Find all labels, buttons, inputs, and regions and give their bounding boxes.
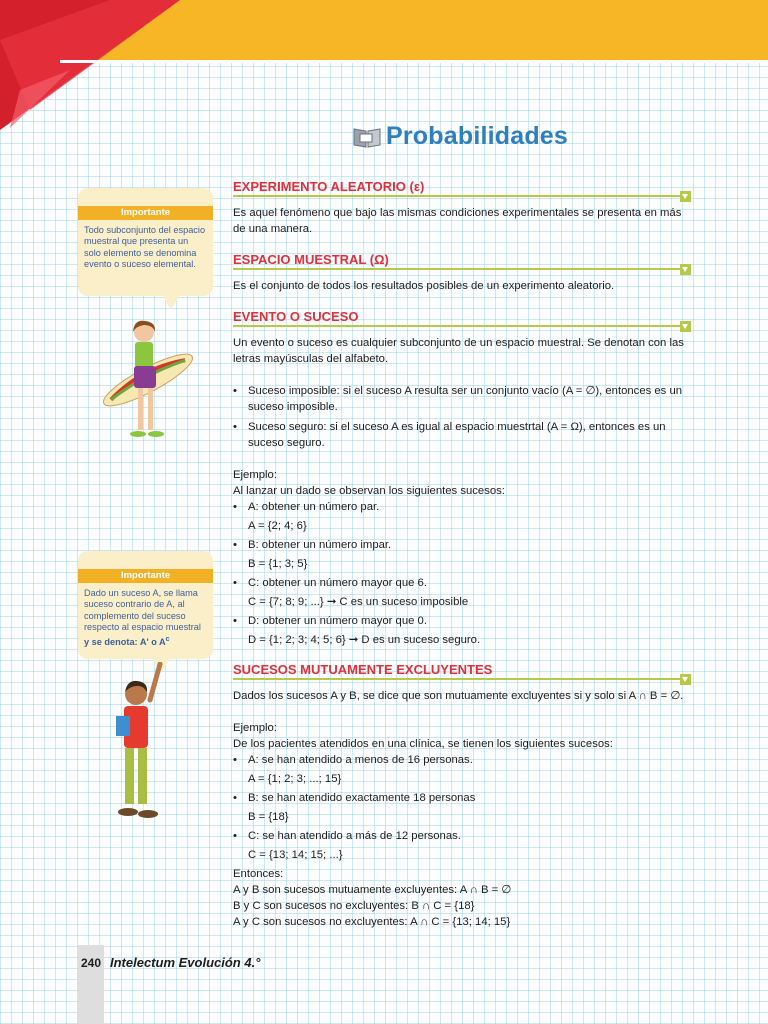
section-text: Un evento o suceso es cualquier subconjunto de un espacio muestral. Se denotan con las letras mayúsculas del alfabeto. bbox=[233, 337, 684, 365]
section-header-espacio bbox=[233, 250, 691, 272]
page-title-text: Probabilidades bbox=[386, 122, 569, 150]
section-title: EXPERIMENTO ALEATORIO (ε) bbox=[233, 179, 425, 194]
section-header-evento bbox=[233, 307, 691, 329]
list-item: • D: obtener un número mayor que 0. bbox=[233, 615, 427, 627]
section-text: Es el conjunto de todos los resultados posibles de un experimento aleatorio. bbox=[233, 280, 615, 292]
main-content bbox=[233, 175, 691, 930]
set-value: B = {18} bbox=[248, 811, 289, 823]
boy-pointing-illustration bbox=[110, 662, 182, 830]
set-value: D = {1; 2; 3; 4; 5; 6} ➞ D es un suceso seguro. bbox=[248, 634, 481, 646]
header-underline bbox=[60, 60, 768, 63]
chevron-down-icon bbox=[680, 321, 691, 332]
example-intro: Al lanzar un dado se observan los siguientes sucesos: bbox=[233, 485, 505, 497]
bullet-text: Suceso imposible: si el suceso A resulta ser un conjunto vacío (A = ∅), entonces es un suceso imposible. bbox=[248, 385, 683, 413]
conclusion-line: A y C son sucesos no excluyentes: A ∩ C = {13; 14; 15} bbox=[233, 916, 511, 928]
list-item: • A: obtener un número par. bbox=[233, 501, 380, 513]
list-item: • B: obtener un número impar. bbox=[233, 539, 392, 551]
set-value: A = {2; 4; 6} bbox=[248, 520, 307, 532]
list-item: • C: obtener un número mayor que 6. bbox=[233, 577, 427, 589]
chevron-down-icon bbox=[680, 674, 691, 685]
bullet-text: Suceso seguro: si el suceso A es igual al espacio muestrtal (A = Ω), entonces es un suceso seguro. bbox=[248, 421, 666, 449]
note-text-bold: y se denota: A' o $A^c$ bbox=[84, 635, 170, 647]
note-text bbox=[78, 583, 213, 659]
list-item: • B: se han atendido exactamente 18 personas bbox=[233, 792, 476, 804]
section-header-mutuamente bbox=[233, 660, 691, 682]
example-label: Ejemplo: bbox=[233, 469, 277, 481]
book-title: Intelectum Evolución 4.° bbox=[110, 955, 261, 970]
example-intro: De los pacientes atendidos en una clínica, se tienen los siguientes sucesos: bbox=[233, 738, 613, 750]
example-label: Ejemplo: bbox=[233, 722, 277, 734]
list-item: • Suceso seguro: si el suceso A es igual al espacio muestrtal (A = Ω), entonces es un suceso seguro. bbox=[233, 419, 691, 451]
chevron-down-icon bbox=[680, 264, 691, 275]
note-text-main: Dado un suceso A, se llama suceso contrario de A, al complemento del suceso respecto al espacio muestral bbox=[84, 587, 201, 632]
section-rule bbox=[233, 325, 681, 327]
important-note-2 bbox=[78, 551, 213, 659]
conclusion-line: B y C son sucesos no excluyentes: B ∩ C = {18} bbox=[233, 900, 475, 912]
red-corner-decoration bbox=[0, 0, 180, 130]
set-value: C = {7; 8; 9; ...} ➞ C es un suceso imposible bbox=[248, 596, 469, 608]
set-value: B = {1; 3; 5} bbox=[248, 558, 308, 570]
chevron-down-icon bbox=[680, 191, 691, 202]
section-title: SUCESOS MUTUAMENTE EXCLUYENTES bbox=[233, 662, 493, 677]
page-number: 240 bbox=[80, 955, 102, 970]
list-item: • Suceso imposible: si el suceso A resulta ser un conjunto vacío (A = ∅), entonces es un suceso imposible. bbox=[233, 383, 691, 415]
set-value: C = {13; 14; 15; ...} bbox=[248, 849, 343, 861]
important-note-1 bbox=[78, 188, 213, 296]
conclusion-label: Entonces: bbox=[233, 868, 284, 880]
section-title: EVENTO O SUCESO bbox=[233, 309, 359, 324]
section-title: ESPACIO MUESTRAL (Ω) bbox=[233, 252, 389, 267]
conclusion-line: A y B son sucesos mutuamente excluyentes: A ∩ B = ∅ bbox=[233, 884, 512, 896]
complement-superscript: c bbox=[165, 635, 170, 643]
set-value: A = {1; 2; 3; ...; 15} bbox=[248, 773, 342, 785]
note-title: Importante bbox=[78, 206, 213, 220]
list-item: • C: se han atendido a más de 12 personas. bbox=[233, 830, 461, 842]
note-title: Importante bbox=[78, 569, 213, 583]
page-footer bbox=[78, 955, 260, 970]
section-rule bbox=[233, 268, 681, 270]
girl-with-surfboard-illustration bbox=[98, 318, 198, 450]
book-icon bbox=[352, 125, 382, 149]
list-item: • A: se han atendido a menos de 16 personas. bbox=[233, 754, 473, 766]
speech-tail bbox=[162, 295, 180, 310]
section-rule bbox=[233, 195, 681, 197]
section-text: Es aquel fenómeno que bajo las mismas condiciones experimentales se presenta en más de una manera. bbox=[233, 207, 682, 235]
note-text: Todo subconjunto del espacio muestral que presenta un solo elemento se denomina evento o suceso elemental. bbox=[84, 224, 206, 269]
section-text: Dados los sucesos A y B, se dice que son mutuamente excluyentes si y solo si A ∩ B = ∅. bbox=[233, 690, 684, 702]
page-title bbox=[352, 122, 568, 151]
section-header-experimento bbox=[233, 177, 691, 199]
section-rule bbox=[233, 678, 681, 680]
